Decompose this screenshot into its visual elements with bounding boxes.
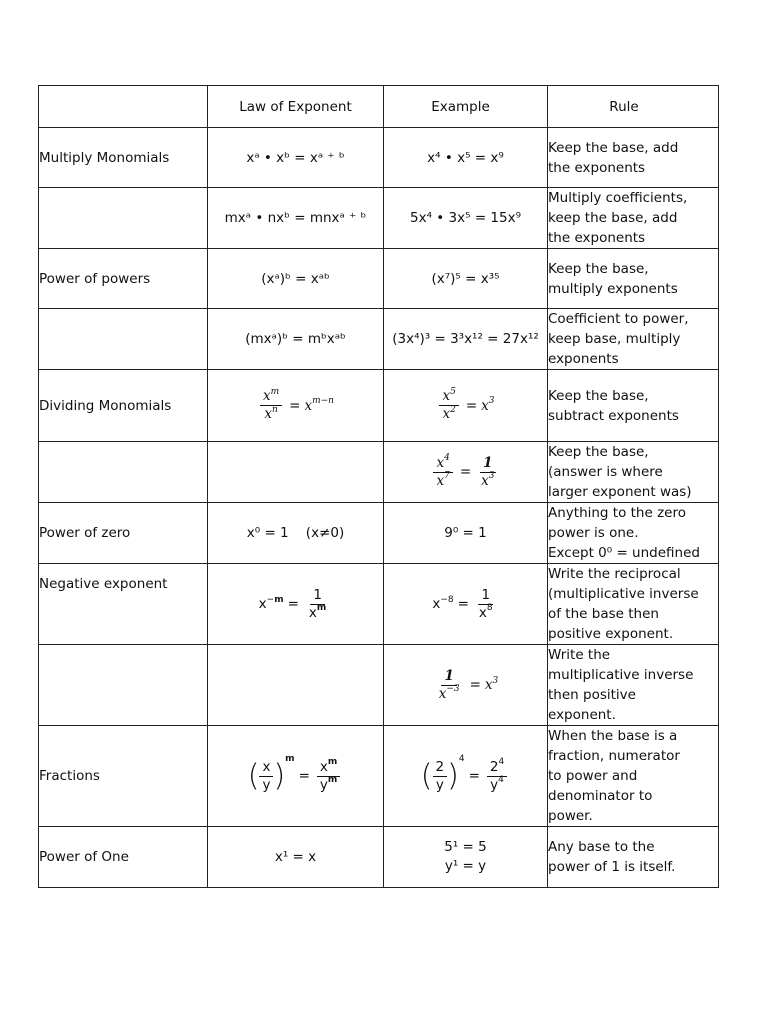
- law-formula: xᵃ • xᵇ = xᵃ ⁺ ᵇ: [208, 128, 384, 188]
- law-formula: [208, 645, 384, 726]
- rule-text: Write the reciprocal (multiplicative inverse of the base then positive exponent.: [548, 564, 719, 645]
- law-formula: ( $\frac{x}{y}$ )$^m$= $\frac{x^m}{y^m}$: [208, 726, 384, 827]
- fraction: $\frac{2}{y}$: [433, 759, 448, 794]
- table-row: [39, 442, 719, 503]
- header-rule: Rule: [548, 86, 719, 128]
- example-formula: 5¹ = 5 y¹ = y: [384, 827, 548, 888]
- fraction: $\frac{x^m}{y^m}$: [317, 759, 340, 794]
- rule-text: Keep the base, add the exponents: [548, 128, 719, 188]
- row-name: Power of powers: [39, 249, 208, 309]
- row-name: [39, 188, 208, 249]
- example-formula: 9⁰ = 1: [384, 503, 548, 564]
- fraction: $\frac{x^5}{x^2}$: [439, 388, 458, 423]
- law-formula: $\frac{x^m}{x^n}$ = $x^{m-n}$: [208, 370, 384, 442]
- example-formula: (3x⁴)³ = 3³x¹² = 27x¹²: [384, 309, 548, 370]
- law-formula: $x^{-m}$ = $\frac{1}{x^m}$: [208, 564, 384, 645]
- row-name: Fractions: [39, 726, 208, 827]
- example-formula: $\frac{1}{x^{-3}}$ = $x^3$: [384, 645, 548, 726]
- rule-text: When the base is a fraction, numerator to power and denominator to power.: [548, 726, 719, 827]
- fraction: $\frac{1}{x^{-3}}$: [438, 667, 460, 702]
- table-row: [39, 827, 719, 888]
- row-name: Multiply Monomials: [39, 128, 208, 188]
- fraction: $\frac{2^4}{y^4}$: [487, 759, 507, 794]
- law-formula: x⁰ = 1 (x≠0): [208, 503, 384, 564]
- row-name: Power of zero: [39, 503, 208, 564]
- rule-text: Keep the base, multiply exponents: [548, 249, 719, 309]
- table-row: [39, 564, 719, 645]
- rule-text: Keep the base, (answer is where larger exponent was): [548, 442, 719, 503]
- fraction: $\frac{x}{y}$: [259, 759, 273, 794]
- table-row: [39, 503, 719, 564]
- example-formula: $\frac{x^4}{x^7}$ = $\frac{1}{x^3}$: [384, 442, 548, 503]
- law-formula: (xᵃ)ᵇ = xᵃᵇ: [208, 249, 384, 309]
- example-formula: ( $\frac{2}{y}$ )$^4$= $\frac{2^4}{y^4}$: [384, 726, 548, 827]
- law-formula: [208, 442, 384, 503]
- table-row: [39, 188, 719, 249]
- law-formula: mxᵃ • nxᵇ = mnxᵃ ⁺ ᵇ: [208, 188, 384, 249]
- table-row: [39, 370, 719, 442]
- rule-text: Any base to the power of 1 is itself.: [548, 827, 719, 888]
- row-name: Dividing Monomials: [39, 370, 208, 442]
- table-row: [39, 645, 719, 726]
- rule-text: Keep the base, subtract exponents: [548, 370, 719, 442]
- row-name: [39, 645, 208, 726]
- table-row: [39, 128, 719, 188]
- fraction: $\frac{x^4}{x^7}$: [433, 455, 452, 490]
- law-formula: (mxᵃ)ᵇ = mᵇxᵃᵇ: [208, 309, 384, 370]
- exponent-laws-table: [38, 85, 719, 888]
- row-name: Negative exponent: [39, 564, 208, 645]
- table-row: [39, 726, 719, 827]
- example-formula: 5x⁴ • 3x⁵ = 15x⁹: [384, 188, 548, 249]
- example-formula: $x^{-8}$ = $\frac{1}{x^8}$: [384, 564, 548, 645]
- header-law: Law of Exponent: [208, 86, 384, 128]
- row-name: Power of One: [39, 827, 208, 888]
- law-formula: x¹ = x: [208, 827, 384, 888]
- example-formula: x⁴ • x⁵ = x⁹: [384, 128, 548, 188]
- header-blank: [39, 86, 208, 128]
- rule-text: Coefficient to power, keep base, multiply exponents: [548, 309, 719, 370]
- rule-text: Anything to the zero power is one. Except 0⁰ = undefined: [548, 503, 719, 564]
- table-header-row: [39, 86, 719, 128]
- fraction: $\frac{1}{x^8}$: [478, 586, 493, 621]
- example-formula: (x⁷)⁵ = x³⁵: [384, 249, 548, 309]
- rule-text: Write the multiplicative inverse then positive exponent.: [548, 645, 719, 726]
- header-example: Example: [384, 86, 548, 128]
- fraction: $\frac{x^m}{x^n}$: [260, 388, 282, 423]
- row-name: [39, 309, 208, 370]
- rule-text: Multiply coefficients, keep the base, add the exponents: [548, 188, 719, 249]
- fraction: $\frac{1}{x^3}$: [481, 454, 495, 489]
- fraction: $\frac{1}{x^m}$: [308, 586, 327, 621]
- table-row: [39, 309, 719, 370]
- row-name: [39, 442, 208, 503]
- example-formula: $\frac{x^5}{x^2}$ = $x^3$: [384, 370, 548, 442]
- table-row: [39, 249, 719, 309]
